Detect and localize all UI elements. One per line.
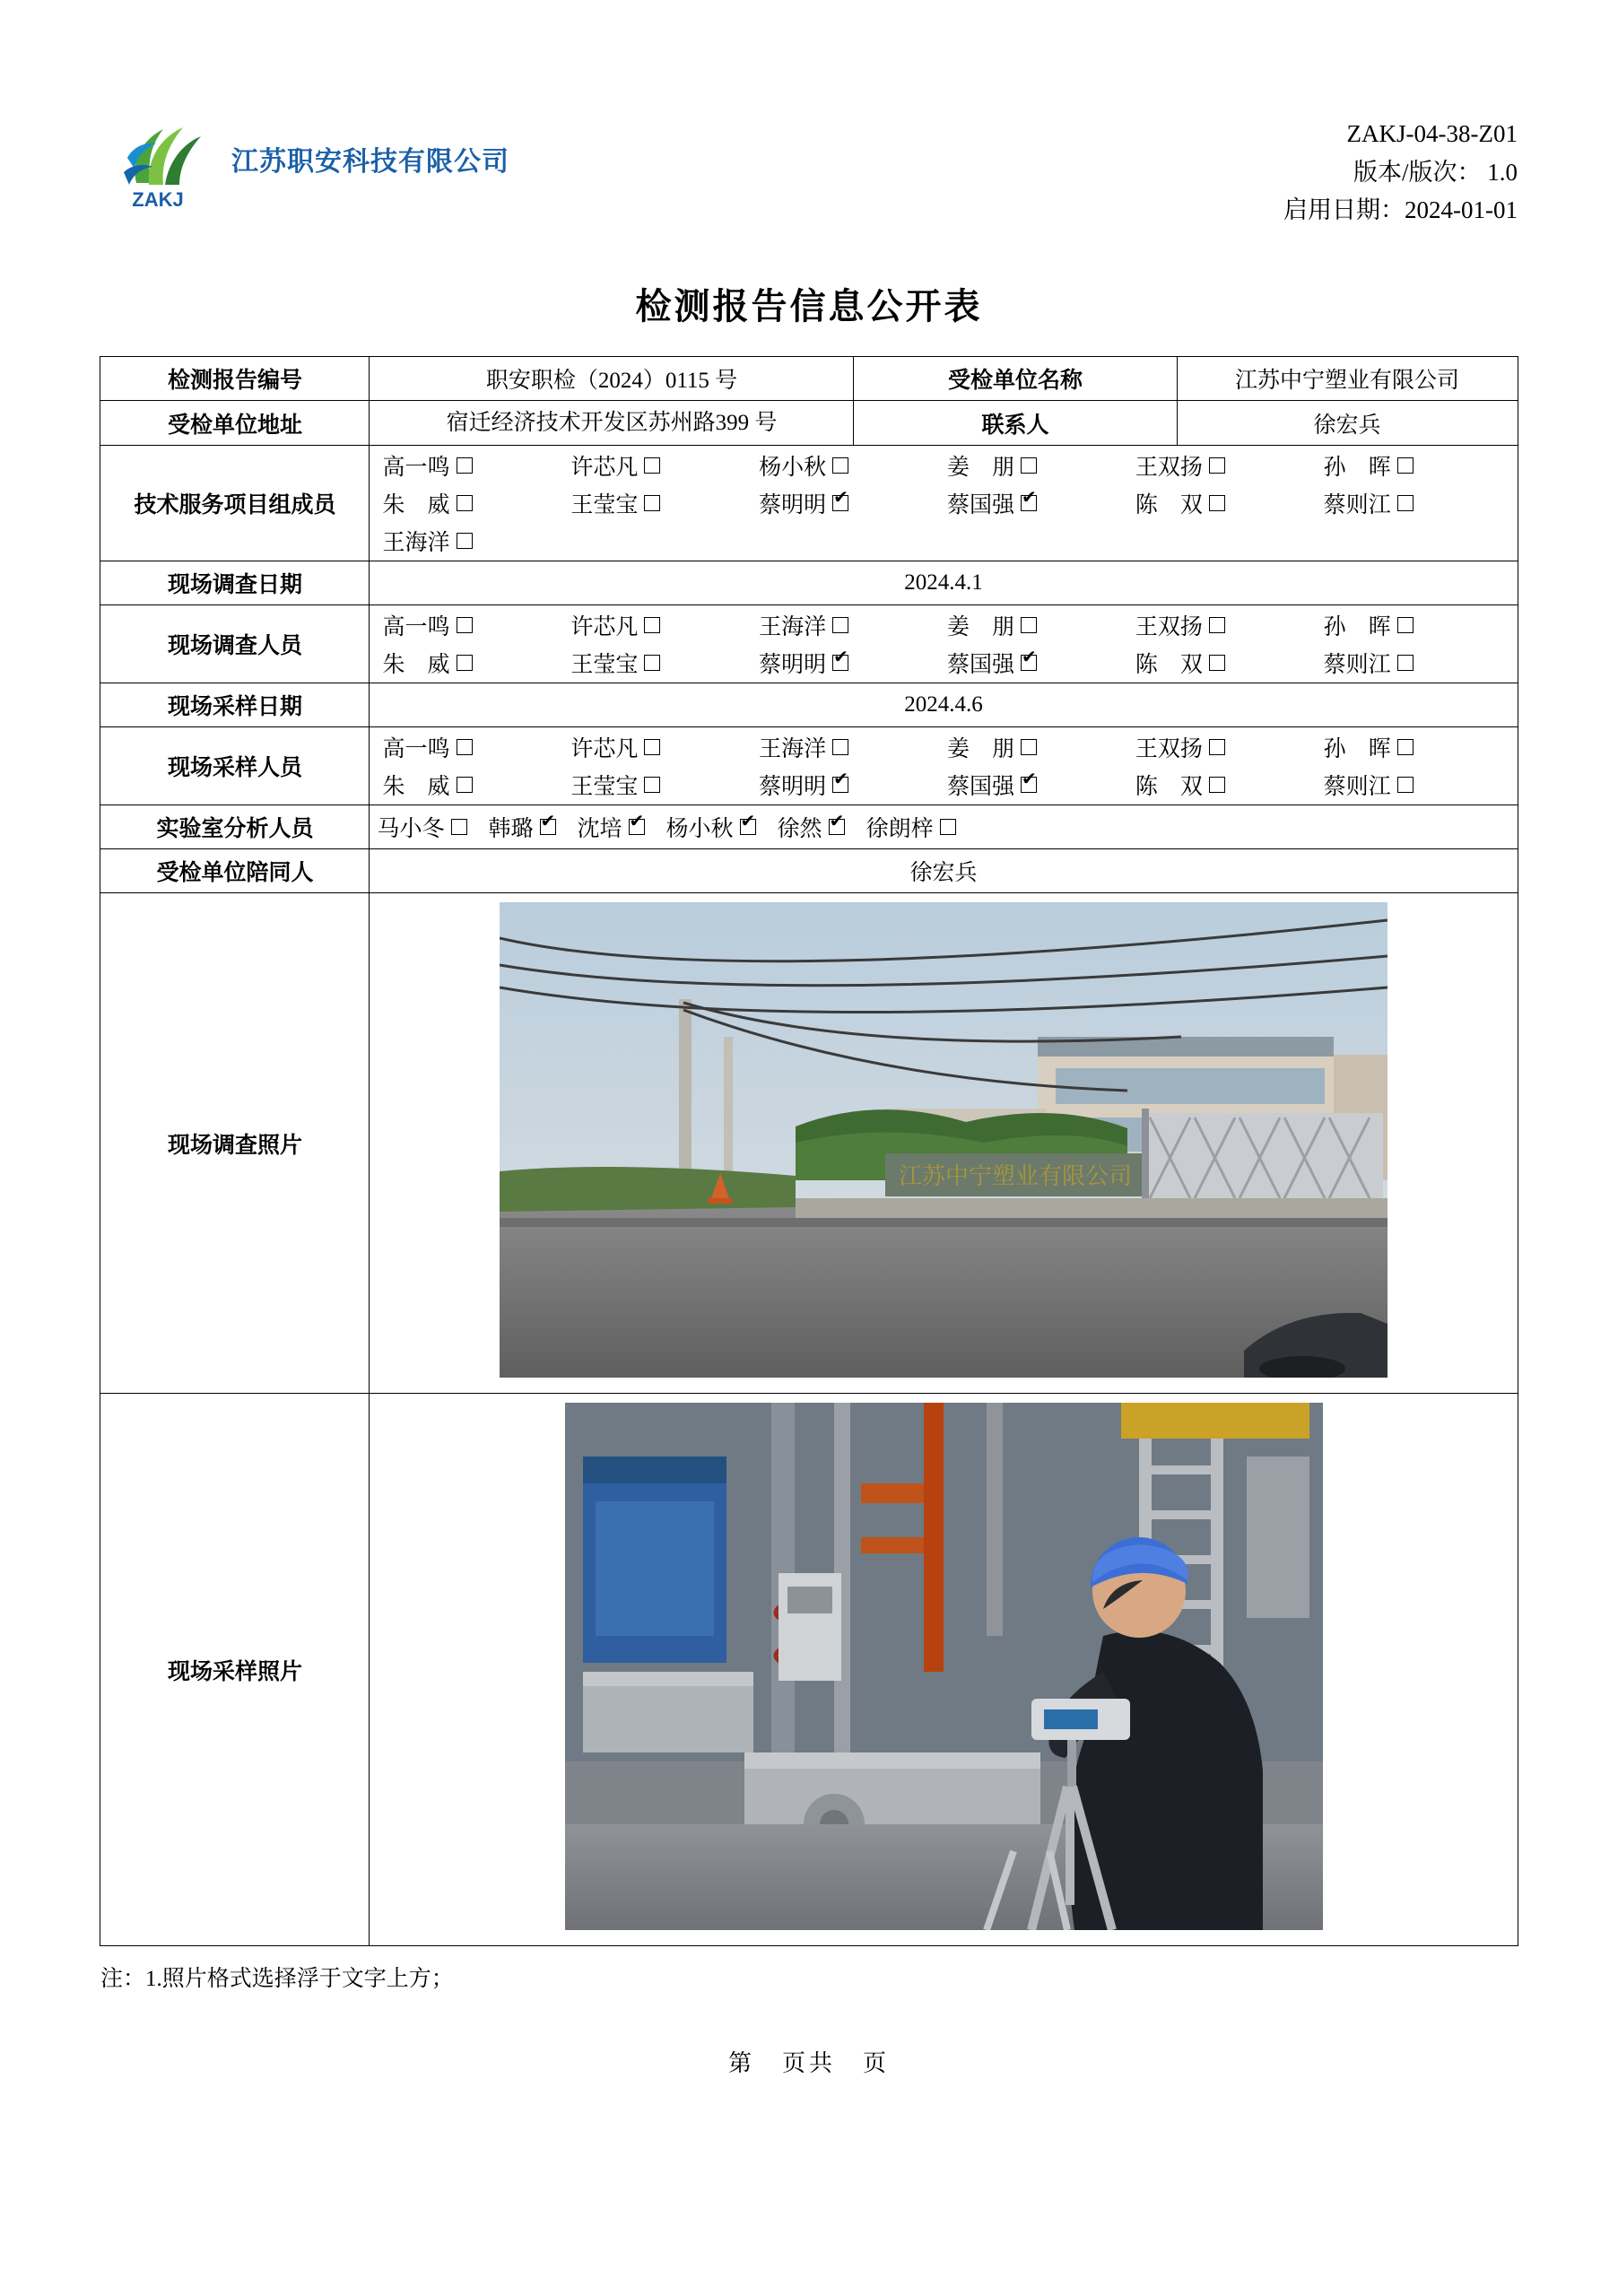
checkbox[interactable] — [1021, 617, 1037, 633]
survey-date-value: 2024.4.1 — [370, 561, 1518, 605]
checkbox[interactable] — [832, 495, 848, 511]
page-title: 检测报告信息公开表 — [635, 285, 983, 326]
escort-value: 徐宏兵 — [370, 849, 1518, 893]
person-checkbox[interactable]: 朱 威 — [382, 647, 570, 679]
page-footer: 第 页共 页 — [727, 2050, 890, 2077]
table-row — [100, 727, 1518, 805]
doc-code: ZAKJ-04-38-Z01 — [1346, 120, 1518, 147]
table-row — [100, 805, 1518, 849]
checkbox[interactable] — [832, 777, 848, 793]
client-addr-label: 受检单位地址 — [100, 400, 370, 446]
person-checkbox[interactable]: 王莹宝 — [570, 487, 759, 519]
person-checkbox[interactable]: 韩璐 ✔ — [489, 811, 556, 843]
company-name: 江苏职安科技有限公司 — [231, 147, 509, 177]
lab-staff-list — [370, 811, 1517, 843]
table-row — [100, 683, 1518, 727]
table-row — [100, 605, 1518, 683]
person-checkbox[interactable]: 王海洋 — [759, 609, 947, 641]
person-checkbox[interactable]: 王莹宝 — [570, 769, 759, 801]
checkbox[interactable] — [644, 777, 660, 793]
person-checkbox[interactable]: 王双扬 — [1135, 731, 1324, 763]
person-checkbox[interactable]: 孙 晖 — [1324, 449, 1512, 482]
checkbox[interactable] — [1397, 617, 1414, 633]
checkbox[interactable] — [457, 457, 473, 474]
person-checkbox[interactable]: 姜 朋 — [947, 449, 1135, 482]
person-checkbox[interactable]: 蔡则江 — [1324, 769, 1512, 801]
person-checkbox[interactable]: 王海洋 — [759, 731, 947, 763]
survey-photo-label: 现场调查照片 — [100, 893, 370, 1394]
checkbox[interactable] — [1021, 777, 1037, 793]
checkbox[interactable] — [1397, 777, 1414, 793]
checkbox[interactable] — [451, 819, 467, 835]
doc-effective-date: 启用日期：2024-01-01 — [1283, 196, 1518, 224]
sampling-staff-label: 现场采样人员 — [100, 727, 370, 805]
checkbox[interactable] — [832, 655, 848, 671]
sampling-staff-cell — [370, 727, 1518, 805]
table-row — [100, 849, 1518, 893]
sampling-photo-label: 现场采样照片 — [100, 1394, 370, 1946]
person-checkbox[interactable]: 蔡明明 ✔ — [759, 647, 947, 679]
checkbox[interactable] — [1209, 777, 1225, 793]
checkbox[interactable] — [829, 819, 845, 835]
person-checkbox[interactable]: 王双扬 — [1135, 609, 1324, 641]
person-checkbox[interactable]: 高一鸣 — [382, 731, 570, 763]
checkbox[interactable] — [1021, 655, 1037, 671]
checkbox[interactable] — [457, 777, 473, 793]
lab-staff-label: 实验室分析人员 — [100, 805, 370, 849]
checkbox[interactable] — [1397, 457, 1414, 474]
person-checkbox[interactable]: 陈 双 — [1135, 487, 1324, 519]
person-checkbox[interactable]: 朱 威 — [382, 487, 570, 519]
person-checkbox[interactable]: 许芯凡 — [570, 449, 759, 482]
person-checkbox[interactable]: 杨小秋 ✔ — [666, 811, 756, 843]
survey-photo — [500, 902, 1387, 1378]
sampling-date-value: 2024.4.6 — [370, 683, 1518, 727]
checkbox[interactable] — [1209, 457, 1225, 474]
survey-staff-cell — [370, 605, 1518, 683]
person-checkbox[interactable]: 杨小秋 — [759, 449, 947, 482]
sampling-photo-cell — [370, 1394, 1518, 1946]
checkbox[interactable] — [644, 457, 660, 474]
person-checkbox[interactable]: 孙 晖 — [1324, 609, 1512, 641]
person-checkbox[interactable]: 蔡国强 ✔ — [947, 769, 1135, 801]
checkbox[interactable] — [1209, 495, 1225, 511]
checkbox[interactable] — [457, 533, 473, 549]
person-checkbox[interactable]: 陈 双 — [1135, 769, 1324, 801]
checkbox[interactable] — [457, 655, 473, 671]
header-left — [100, 106, 509, 212]
team-members-grid — [370, 446, 1517, 561]
person-checkbox[interactable]: 王双扬 — [1135, 449, 1324, 482]
person-checkbox[interactable]: 徐朗梓 — [866, 811, 956, 843]
checkbox[interactable] — [1209, 739, 1225, 755]
person-checkbox[interactable]: 蔡明明 ✔ — [759, 769, 947, 801]
person-checkbox[interactable]: 蔡国强 ✔ — [947, 487, 1135, 519]
checkbox[interactable] — [832, 739, 848, 755]
svg-text:ZAKJ: ZAKJ — [132, 188, 184, 211]
sampling-date-label: 现场采样日期 — [100, 683, 370, 727]
checkbox[interactable] — [1397, 495, 1414, 511]
doc-version: 版本/版次： 1.0 — [1353, 158, 1518, 186]
table-row — [100, 893, 1518, 1394]
survey-photo-cell — [370, 893, 1518, 1394]
header-right — [1283, 106, 1518, 230]
escort-label: 受检单位陪同人 — [100, 849, 370, 893]
checkbox[interactable] — [832, 617, 848, 633]
person-checkbox[interactable]: 王莹宝 — [570, 647, 759, 679]
checkbox[interactable] — [940, 819, 956, 835]
checkbox[interactable] — [457, 739, 473, 755]
checkbox[interactable] — [832, 457, 848, 474]
checkbox[interactable] — [1397, 655, 1414, 671]
person-checkbox[interactable]: 蔡则江 — [1324, 487, 1512, 519]
company-logo-icon — [100, 106, 215, 212]
footnote: 注：1.照片格式选择浮于文字上方； — [100, 1967, 454, 1992]
checkbox[interactable] — [1209, 617, 1225, 633]
person-checkbox[interactable]: 高一鸣 — [382, 609, 570, 641]
table-row — [100, 356, 1518, 400]
survey-staff-grid — [370, 605, 1517, 683]
team-label: 技术服务项目组成员 — [100, 446, 370, 561]
checkbox[interactable] — [644, 495, 660, 511]
report-no-value: 职安职检（2024）0115 号 — [370, 356, 854, 400]
person-checkbox[interactable]: 蔡明明 ✔ — [759, 487, 947, 519]
report-info-table — [100, 356, 1518, 1947]
lab-staff-cell — [370, 805, 1518, 849]
client-name-value: 江苏中宁塑业有限公司 — [1177, 356, 1518, 400]
checkbox[interactable] — [1397, 739, 1414, 755]
checkbox[interactable] — [457, 617, 473, 633]
checkbox[interactable] — [1021, 457, 1037, 474]
sampling-staff-grid — [370, 727, 1517, 804]
checkbox[interactable] — [1021, 495, 1037, 511]
checkbox[interactable] — [629, 819, 645, 835]
survey-staff-label: 现场调查人员 — [100, 605, 370, 683]
person-checkbox[interactable]: 蔡则江 — [1324, 647, 1512, 679]
table-row — [100, 446, 1518, 561]
table-row — [100, 1394, 1518, 1946]
checkbox[interactable] — [644, 655, 660, 671]
team-members-cell — [370, 446, 1518, 561]
checkbox[interactable] — [644, 617, 660, 633]
svg-text:江苏中宁塑业有限公司: 江苏中宁塑业有限公司 — [898, 1162, 1133, 1190]
person-checkbox[interactable]: 姜 朋 — [947, 731, 1135, 763]
contact-label: 联系人 — [854, 400, 1177, 446]
client-name-label: 受检单位名称 — [854, 356, 1177, 400]
table-row — [100, 561, 1518, 605]
person-checkbox[interactable]: 高一鸣 — [382, 449, 570, 482]
table-row — [100, 400, 1518, 446]
person-checkbox[interactable]: 蔡国强 ✔ — [947, 647, 1135, 679]
checkbox[interactable] — [540, 819, 556, 835]
checkbox[interactable] — [644, 739, 660, 755]
person-checkbox[interactable]: 孙 晖 — [1324, 731, 1512, 763]
page-header — [0, 0, 1618, 230]
person-checkbox[interactable]: 朱 威 — [382, 769, 570, 801]
survey-date-label: 现场调查日期 — [100, 561, 370, 605]
client-addr-value: 宿迁经济技术开发区苏州路399 号 — [370, 400, 854, 446]
report-no-label: 检测报告编号 — [100, 356, 370, 400]
sampling-photo — [565, 1403, 1323, 1930]
person-checkbox[interactable]: 沈培 ✔ — [578, 811, 645, 843]
person-checkbox[interactable]: 徐然 ✔ — [778, 811, 845, 843]
person-checkbox[interactable]: 王海洋 — [382, 525, 570, 557]
checkbox[interactable] — [1021, 739, 1037, 755]
person-checkbox[interactable]: 许芯凡 — [570, 731, 759, 763]
person-checkbox[interactable]: 马小冬 — [377, 811, 466, 843]
person-checkbox[interactable]: 许芯凡 — [570, 609, 759, 641]
contact-value: 徐宏兵 — [1177, 400, 1518, 446]
person-checkbox[interactable]: 姜 朋 — [947, 609, 1135, 641]
checkbox[interactable] — [740, 819, 756, 835]
checkbox[interactable] — [457, 495, 473, 511]
checkbox[interactable] — [1209, 655, 1225, 671]
person-checkbox[interactable]: 陈 双 — [1135, 647, 1324, 679]
